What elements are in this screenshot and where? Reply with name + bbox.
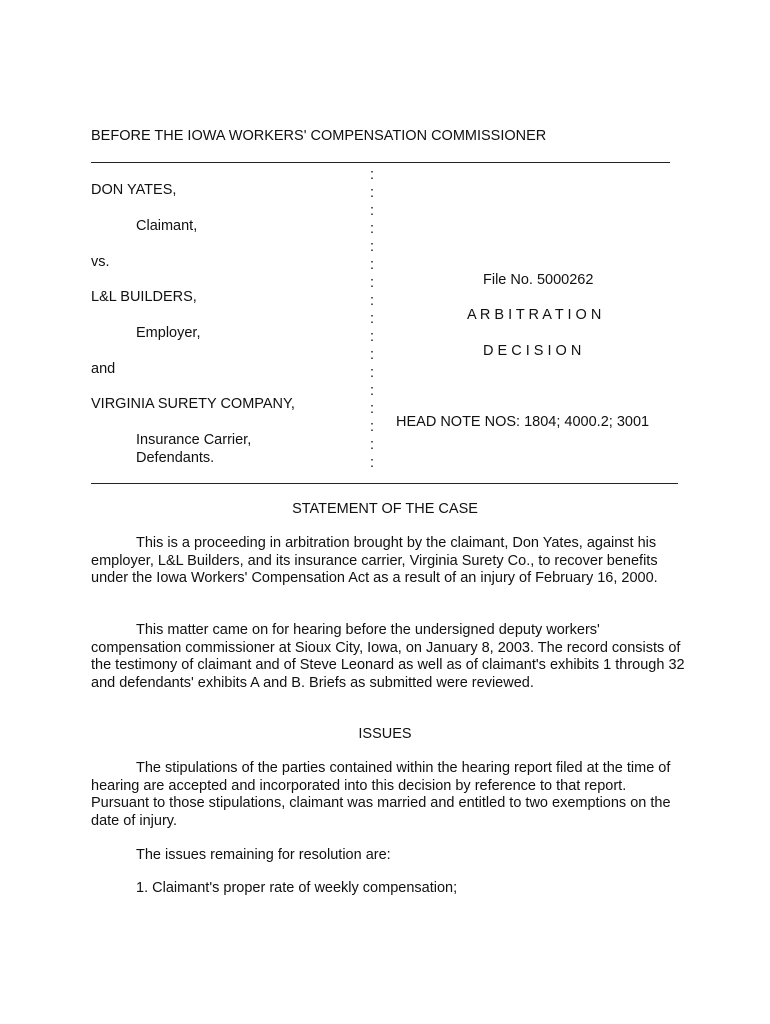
colon: :: [370, 347, 375, 363]
colon: :: [370, 293, 375, 309]
top-rule: [91, 162, 670, 163]
colon: :: [370, 365, 375, 381]
file-number: File No. 5000262: [483, 272, 594, 288]
colon: :: [370, 329, 375, 345]
colon: :: [370, 437, 375, 453]
decision-label: D E C I S I O N: [483, 343, 582, 359]
statement-paragraph-2: This matter came on for hearing before the undersigned deputy workers' compensation commissioner at Sioux City, Iowa, on January 8, 2003. The record consists of the testimony of claimant and of Steve Leonard as well as of claimant's exhibits 1 through 32 and defendants' exhibits A and B. Briefs as submitted were reviewed.: [91, 622, 685, 691]
colon: :: [370, 401, 375, 417]
colon: :: [370, 203, 375, 219]
statement-paragraph-1: This is a proceeding in arbitration brought by the claimant, Don Yates, against his employer, L&L Builders, and its insurance carrier, Virginia Surety Co., to recover benefits under the Iowa Workers' Compensation Act as a result of an injury of February 16, 2000.: [91, 535, 658, 586]
arbitration-label: A R B I T R A T I O N: [467, 307, 602, 323]
versus-label: vs.: [91, 254, 110, 270]
statement-heading: STATEMENT OF THE CASE: [292, 501, 478, 517]
claimant-role: Claimant,: [136, 218, 198, 234]
colon: :: [370, 185, 375, 201]
caption-colon-column: [370, 166, 380, 472]
bottom-rule: [91, 483, 678, 484]
issues-paragraph-1: The stipulations of the parties contained within the hearing report filed at the time of hearing are accepted and incorporated into this decision by reference to that report. Pursuant to those stipulations, claimant was married and entitled to two exemptions on the date of injury.: [91, 760, 671, 829]
colon: :: [370, 239, 375, 255]
colon: :: [370, 419, 375, 435]
issues-intro: The issues remaining for resolution are:: [136, 847, 391, 863]
colon: :: [370, 275, 375, 291]
employer-role: Employer,: [136, 325, 201, 341]
colon: :: [370, 455, 375, 471]
colon: :: [370, 383, 375, 399]
and-label: and: [91, 361, 116, 377]
colon: :: [370, 167, 375, 183]
carrier-role: Insurance Carrier,: [136, 432, 252, 448]
employer-name: L&L BUILDERS,: [91, 289, 197, 305]
colon: :: [370, 257, 375, 273]
head-note-numbers: HEAD NOTE NOS: 1804; 4000.2; 3001: [396, 414, 650, 430]
claimant-name: DON YATES,: [91, 182, 177, 198]
colon: :: [370, 221, 375, 237]
colon: :: [370, 311, 375, 327]
issue-list-item: 1. Claimant's proper rate of weekly compensation;: [136, 880, 458, 896]
defendants-label: Defendants.: [136, 450, 215, 466]
issues-heading: ISSUES: [358, 726, 412, 742]
document-title: BEFORE THE IOWA WORKERS' COMPENSATION COMMISSIONER: [91, 128, 547, 144]
carrier-name: VIRGINIA SURETY COMPANY,: [91, 396, 295, 412]
